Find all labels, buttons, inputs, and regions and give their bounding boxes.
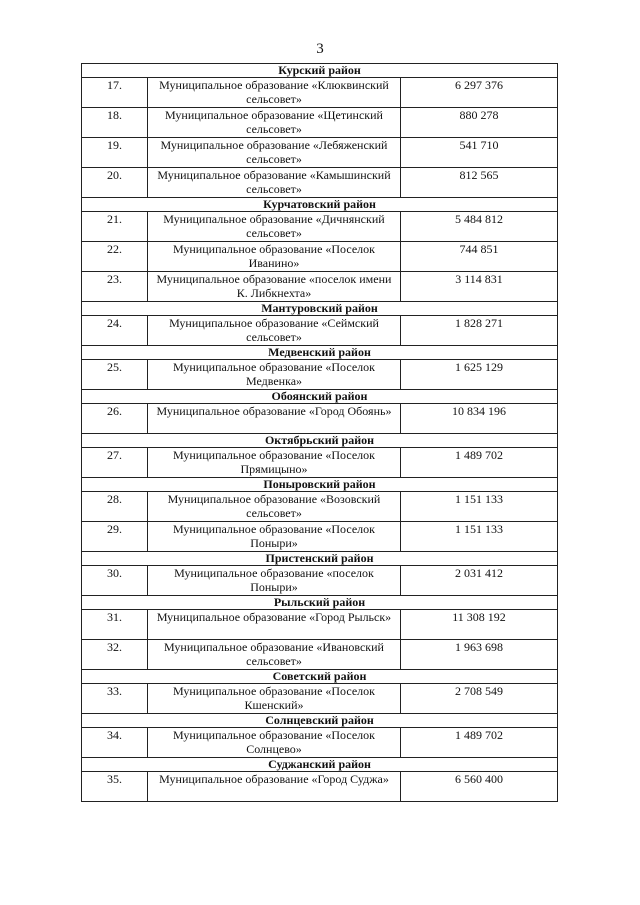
row-number: 17.: [82, 78, 148, 108]
district-header-row: [82, 596, 558, 610]
allocation-amount: 6 560 400: [401, 772, 558, 802]
district-header-row: [82, 478, 558, 492]
district-header-row: [82, 198, 558, 212]
municipality-name: Муниципальное образование «Дичнянский сельсовет»: [148, 212, 401, 242]
district-name: Октябрьский район: [82, 434, 558, 448]
municipality-name: Муниципальное образование «Клюквинский сельсовет»: [148, 78, 401, 108]
page-number: 3: [316, 41, 324, 57]
row-number: 29.: [82, 522, 148, 552]
table-row: [82, 360, 558, 390]
municipality-name: Муниципальное образование «Город Обоянь»: [148, 404, 401, 434]
district-header-row: [82, 758, 558, 772]
table-row: [82, 610, 558, 640]
allocation-amount: 3 114 831: [401, 272, 558, 302]
row-number: 31.: [82, 610, 148, 640]
district-header-row: [82, 434, 558, 448]
district-header-row: [82, 552, 558, 566]
allocation-amount: 6 297 376: [401, 78, 558, 108]
table-row: [82, 684, 558, 714]
district-header-row: [82, 714, 558, 728]
municipal-allocation-table: [81, 63, 558, 802]
municipality-name: Муниципальное образование «Поселок Иванино»: [148, 242, 401, 272]
row-number: 25.: [82, 360, 148, 390]
municipality-name: Муниципальное образование «поселок имени К. Либкнехта»: [148, 272, 401, 302]
row-number: 18.: [82, 108, 148, 138]
row-number: 30.: [82, 566, 148, 596]
row-number: 26.: [82, 404, 148, 434]
allocation-amount: 5 484 812: [401, 212, 558, 242]
allocation-amount: 11 308 192: [401, 610, 558, 640]
municipality-name: Муниципальное образование «Поселок Солнцево»: [148, 728, 401, 758]
allocation-amount: 744 851: [401, 242, 558, 272]
table-row: [82, 168, 558, 198]
row-number: 34.: [82, 728, 148, 758]
district-name: Солнцевский район: [82, 714, 558, 728]
municipality-name: Муниципальное образование «Город Рыльск»: [148, 610, 401, 640]
municipality-name: Муниципальное образование «Щетинский сельсовет»: [148, 108, 401, 138]
allocation-amount: 812 565: [401, 168, 558, 198]
municipality-name: Муниципальное образование «Возовский сельсовет»: [148, 492, 401, 522]
table-row: [82, 522, 558, 552]
district-header-row: [82, 302, 558, 316]
district-name: Поныровский район: [82, 478, 558, 492]
table-row: [82, 138, 558, 168]
municipality-name: Муниципальное образование «Сеймский сельсовет»: [148, 316, 401, 346]
district-name: Курский район: [82, 64, 558, 78]
row-number: 19.: [82, 138, 148, 168]
row-number: 35.: [82, 772, 148, 802]
district-name: Суджанский район: [82, 758, 558, 772]
district-name: Обоянский район: [82, 390, 558, 404]
allocation-amount: 541 710: [401, 138, 558, 168]
district-header-row: [82, 670, 558, 684]
municipality-name: Муниципальное образование «Поселок Прямицыно»: [148, 448, 401, 478]
table-row: [82, 316, 558, 346]
municipality-name: Муниципальное образование «Город Суджа»: [148, 772, 401, 802]
table-row: [82, 404, 558, 434]
allocation-amount: 10 834 196: [401, 404, 558, 434]
municipality-name: Муниципальное образование «Камышинский сельсовет»: [148, 168, 401, 198]
district-name: Медвенский район: [82, 346, 558, 360]
district-header-row: [82, 64, 558, 78]
table-row: [82, 492, 558, 522]
table-row: [82, 772, 558, 802]
table-row: [82, 108, 558, 138]
allocation-amount: 2 708 549: [401, 684, 558, 714]
allocation-amount: 1 963 698: [401, 640, 558, 670]
municipality-name: Муниципальное образование «Лебяженский сельсовет»: [148, 138, 401, 168]
row-number: 20.: [82, 168, 148, 198]
municipality-name: Муниципальное образование «Ивановский сельсовет»: [148, 640, 401, 670]
row-number: 24.: [82, 316, 148, 346]
table-row: [82, 448, 558, 478]
allocation-amount: 1 625 129: [401, 360, 558, 390]
district-name: Мантуровский район: [82, 302, 558, 316]
allocation-amount: 2 031 412: [401, 566, 558, 596]
table-row: [82, 78, 558, 108]
district-name: Пристенский район: [82, 552, 558, 566]
allocation-amount: 1 489 702: [401, 728, 558, 758]
allocation-amount: 880 278: [401, 108, 558, 138]
municipality-name: Муниципальное образование «Поселок Поныри»: [148, 522, 401, 552]
row-number: 22.: [82, 242, 148, 272]
district-name: Советский район: [82, 670, 558, 684]
allocation-amount: 1 151 133: [401, 492, 558, 522]
table-row: [82, 566, 558, 596]
row-number: 23.: [82, 272, 148, 302]
row-number: 33.: [82, 684, 148, 714]
row-number: 27.: [82, 448, 148, 478]
allocation-amount: 1 151 133: [401, 522, 558, 552]
table-row: [82, 728, 558, 758]
municipality-name: Муниципальное образование «Поселок Кшенский»: [148, 684, 401, 714]
row-number: 32.: [82, 640, 148, 670]
row-number: 21.: [82, 212, 148, 242]
municipality-name: Муниципальное образование «Поселок Медвенка»: [148, 360, 401, 390]
table-body: [82, 64, 558, 802]
municipality-name: Муниципальное образование «поселок Поныри»: [148, 566, 401, 596]
district-name: Рыльский район: [82, 596, 558, 610]
row-number: 28.: [82, 492, 148, 522]
district-header-row: [82, 346, 558, 360]
table-row: [82, 242, 558, 272]
allocation-amount: 1 828 271: [401, 316, 558, 346]
table-row: [82, 212, 558, 242]
district-header-row: [82, 390, 558, 404]
district-name: Курчатовский район: [82, 198, 558, 212]
table-row: [82, 640, 558, 670]
allocation-amount: 1 489 702: [401, 448, 558, 478]
table-row: [82, 272, 558, 302]
